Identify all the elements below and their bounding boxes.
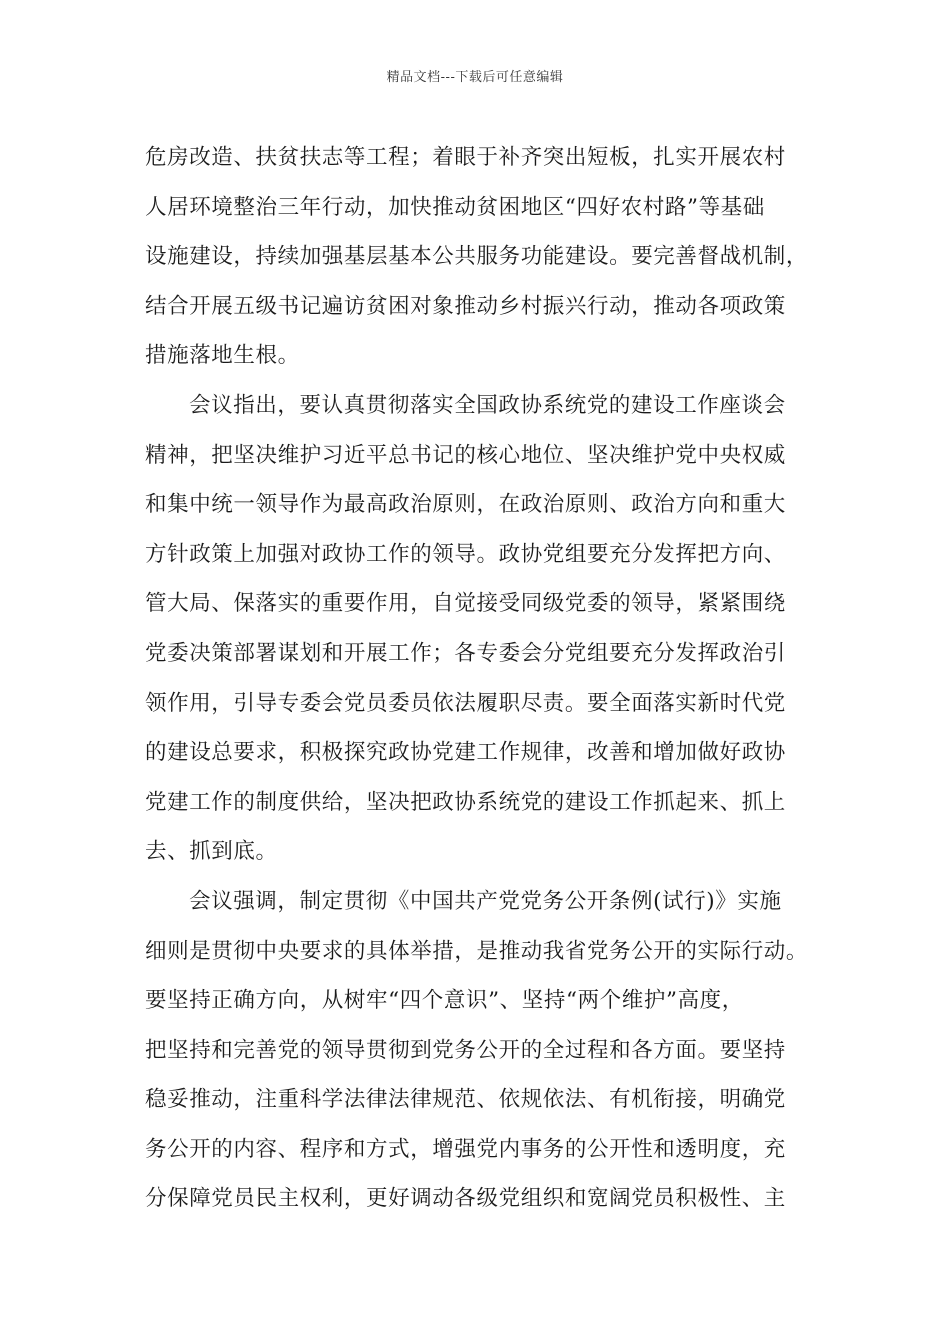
body-line: 党委决策部署谋划和开展工作；各专委会分党组要充分发挥政治引 bbox=[145, 640, 786, 666]
body-line: 结合开展五级书记遍访贫困对象推动乡村振兴行动，推动各项政策 bbox=[145, 293, 786, 319]
body-line: 细则是贯彻中央要求的具体举措，是推动我省党务公开的实际行动。 bbox=[145, 938, 809, 964]
page-header: 精品文档---下载后可任意编辑 bbox=[386, 70, 564, 85]
paragraph-first-line: 会议指出，要认真贯彻落实全国政协系统党的建设工作座谈会 bbox=[189, 392, 786, 418]
body-line: 稳妥推动，注重科学法律法律规范、依规依法、有机衔接，明确党 bbox=[145, 1087, 786, 1113]
body-line: 和集中统一领导作为最高政治原则，在政治原则、政治方向和重大 bbox=[145, 492, 786, 518]
body-line: 设施建设，持续加强基层基本公共服务功能建设。要完善督战机制， bbox=[145, 244, 809, 270]
body-line: 精神，把坚决维护习近平总书记的核心地位、坚决维护党中央权威 bbox=[145, 442, 786, 468]
body-line: 的建设总要求，积极探究政协党建工作规律，改善和增加做好政协 bbox=[145, 740, 786, 766]
body-line: 管大局、保落实的重要作用，自觉接受同级党委的领导，紧紧围绕 bbox=[145, 591, 786, 617]
document-body bbox=[145, 133, 825, 1224]
body-line: 方针政策上加强对政协工作的领导。政协党组要充分发挥把方向、 bbox=[145, 541, 786, 567]
body-line: 务公开的内容、程序和方式，增强党内事务的公开性和透明度，充 bbox=[145, 1136, 786, 1162]
body-line: 分保障党员民主权利，更好调动各级党组织和宽阔党员积极性、主 bbox=[145, 1186, 786, 1212]
body-line: 领作用，引导专委会党员委员依法履职尽责。要全面落实新时代党 bbox=[145, 690, 786, 716]
body-line: 危房改造、扶贫扶志等工程；着眼于补齐突出短板，扎实开展农村 bbox=[145, 145, 786, 170]
body-line: 措施落地生根。 bbox=[145, 343, 300, 369]
body-line: 党建工作的制度供给，坚决把政协系统党的建设工作抓起来、抓上 bbox=[145, 789, 786, 815]
body-line: 把坚持和完善党的领导贯彻到党务公开的全过程和各方面。要坚持 bbox=[145, 1037, 786, 1063]
body-line: 人居环境整治三年行动，加快推动贫困地区“四好农村路”等基础 bbox=[145, 194, 765, 220]
body-line: 要坚持正确方向，从树牢“四个意识”、坚持“两个维护”高度， bbox=[145, 988, 744, 1014]
paragraph-first-line: 会议强调，制定贯彻《中国共产党党务公开条例(试行)》实施 bbox=[189, 888, 782, 914]
body-line: 去、抓到底。 bbox=[145, 839, 278, 865]
